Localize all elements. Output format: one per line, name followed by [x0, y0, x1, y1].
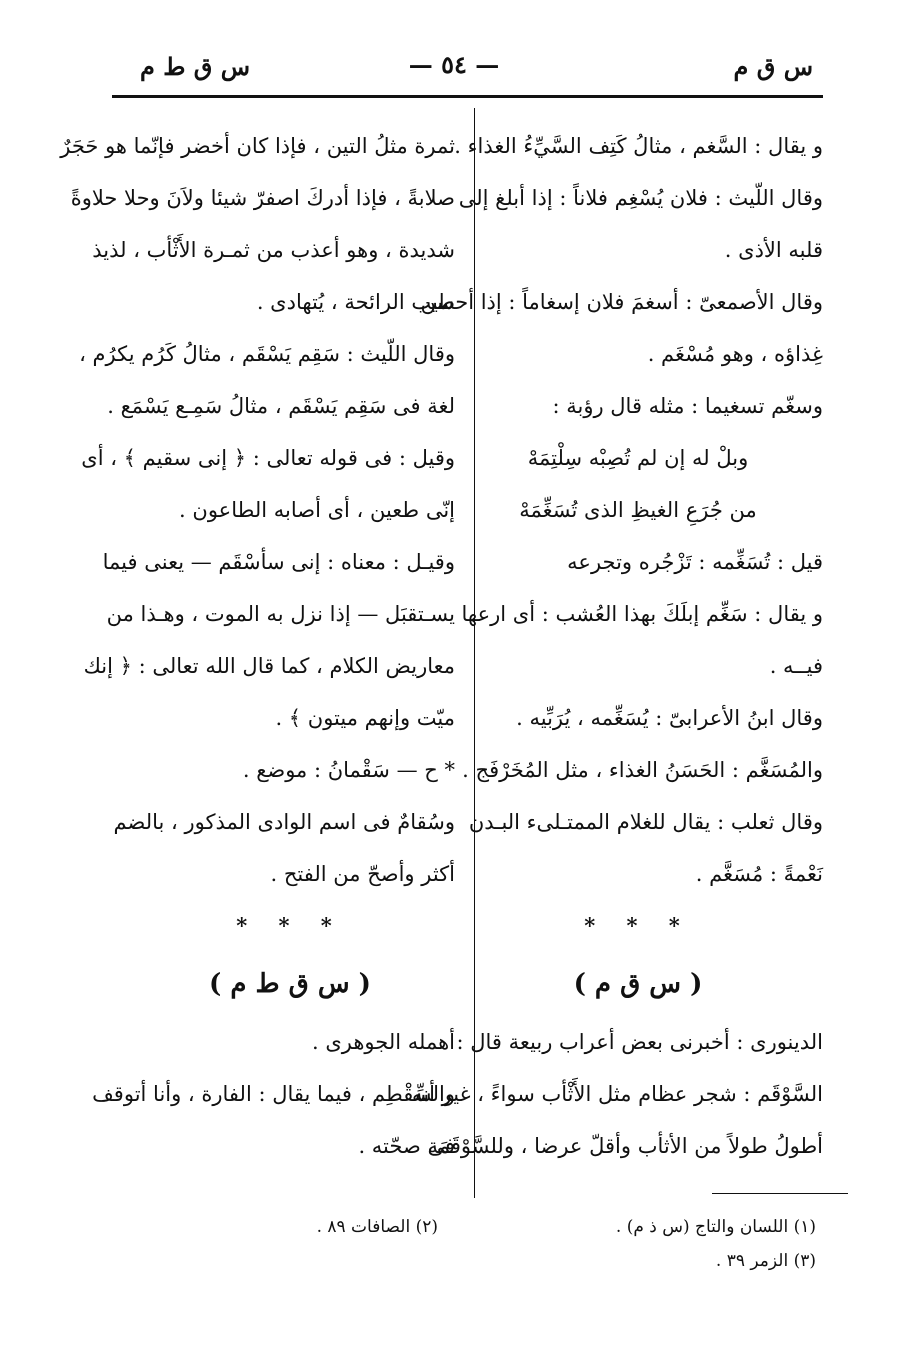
footnotes-left: [317, 1210, 438, 1244]
left-column: [60, 120, 455, 1172]
text-line: ثمرة مثلُ التين ، فإذا كان أخضر فإنّما هو حَجَرٌ: [60, 134, 455, 158]
text-line: وقال اللّيث : فلان يُسْغِم فلاناً : إذا أبلغ إلى: [458, 186, 823, 210]
page-number: — ٥٤ —: [408, 50, 500, 79]
text-line: صلابةً ، فإذا أدركَ اصفرّ شيئا ولاَنَ وحلا حلاوةً: [70, 186, 455, 210]
text-line: وقال اللّيث : سَقِم يَسْقَم ، مثالُ كَرُم يكرُم ،: [79, 342, 455, 366]
text-line: ميّت وإنهم ميتون ﴾ .: [275, 706, 455, 730]
text-line: قلبه الأذى .: [724, 238, 823, 262]
text-line: فيــه .: [769, 654, 823, 678]
text-line: طيب الرائحة ، يُتهادى .: [256, 290, 455, 314]
text-line: وسُقامٌ فى اسم الوادى المذكور ، بالضم: [113, 810, 455, 834]
text-line: معاريض الكلام ، كما قال الله تعالى : ﴿ إنك: [83, 654, 455, 678]
text-line: وقال ثعلب : يقال للغلام الممتـلىء البـدن: [468, 810, 823, 834]
text-line: وقال ابنُ الأعرابىّ : يُسَغِّمه ، يُرَبِّيه .: [516, 706, 823, 730]
text-line: والمُسَغَّم : الحَسَنُ الغذاء ، مثل المُخَرْفَج .: [462, 758, 823, 782]
text-line: أطولُ طولاً من الأثأب وأقلّ عرضا ، وللسَّوْقَمَة: [427, 1134, 823, 1158]
text-line: إنّى طعين ، أى أصابه الطاعون .: [179, 498, 455, 522]
text-line: و يقال : سَغِّم إبلَكَ بهذا العُشب : أى ارعها: [461, 602, 823, 626]
text-line: قيل : تُسَغِّمه : تَزْجُره وتجرعه: [567, 550, 823, 574]
text-line: وسغّم تسغيما : مثله قال رؤبة :: [552, 394, 823, 418]
right-column: [412, 120, 823, 1172]
text-line: لغة فى سَقِم يَسْقَم ، مثالُ سَمِـع يَسْمَع .: [107, 394, 455, 418]
section-separator: * * *: [236, 913, 344, 938]
text-line: السَّوْقَم : شجر عظام مثل الأَثْأب سواءً ، غير أنه: [412, 1082, 823, 1106]
text-line: وقيل : فى قوله تعالى : ﴿ إنى سقيم ﴾ ، أى: [81, 446, 455, 470]
section-heading: ( س ق ط م ): [209, 969, 371, 999]
text-line: وقال الأصمعىّ : أسغمَ فلان إسغاماً : إذا أحسن: [420, 290, 823, 314]
text-line: شديدة ، وهو أعذب من ثمـرة الأَثْأب ، لذيذ: [92, 238, 455, 262]
footnote: (١) اللسان والتاج (س ذ م) .: [615, 1217, 816, 1237]
verse-line: وبلْ له إن لم تُصِبْه سِلْتِمَهْ: [527, 446, 749, 470]
text-line: الدينورى : أخبرنى بعض أعراب ربيعة قال :: [456, 1030, 823, 1054]
text-line: * ح — سَقْمانُ : موضع .: [242, 758, 455, 782]
right-running-title: س ق م: [733, 52, 813, 81]
header-rule: [112, 95, 823, 98]
text-line: أكثر وأصحّ من الفتح .: [270, 862, 455, 886]
verse-line: من جُرَعِ الغيظِ الذى تُسَغِّمَهْ: [519, 498, 757, 522]
text-line: و يقال : السَّغم ، مثالُ كَتِف السَّيِّءُ الغذاء .: [454, 134, 823, 158]
text-line: يسـتقبَل — إذا نزل به الموت ، وهـذا من: [106, 602, 455, 626]
text-line: نَعْمةً : مُسَغَّم .: [695, 862, 823, 886]
text-line: غِذاؤه ، وهو مُسْغَم .: [647, 342, 823, 366]
footnote-rule: [712, 1193, 848, 1194]
footnote: (٣) الزمر ٣٩ .: [715, 1251, 816, 1271]
footnotes-right: [616, 1210, 816, 1278]
section-heading: ( س ق م ): [573, 969, 703, 999]
footnote: (٢) الصافات ٨٩ .: [316, 1217, 438, 1237]
section-separator: * * *: [584, 913, 692, 938]
text-line: والسِّقْطِم ، فيما يقال : الفارة ، وأنا أتوقف: [92, 1082, 455, 1106]
text-line: وقيـل : معناه : إنى سأسْقَم — يعنى فيما: [102, 550, 455, 574]
text-line: أهمله الجوهرى .: [311, 1030, 455, 1054]
left-running-title: س ق ط م: [140, 52, 251, 81]
text-line: فى صحّته .: [358, 1134, 455, 1158]
